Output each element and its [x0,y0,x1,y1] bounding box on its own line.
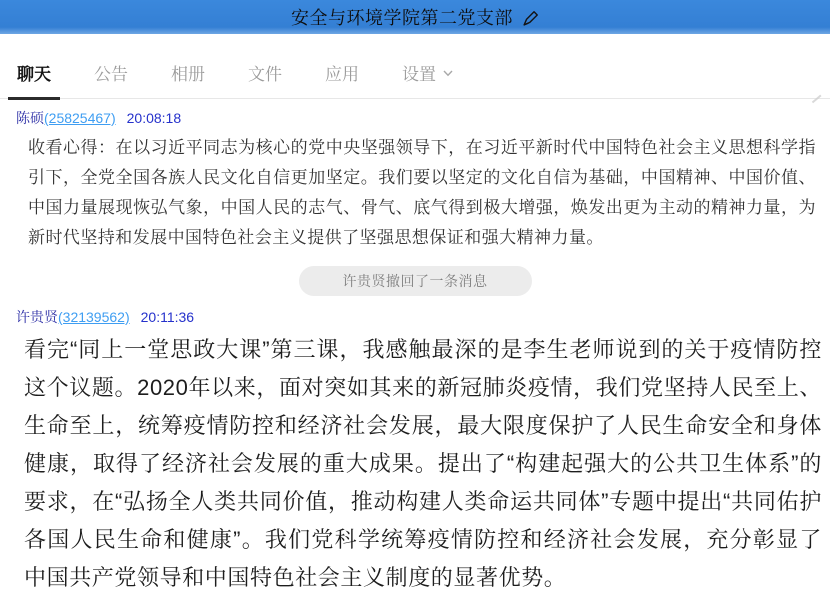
tab-apps-label: 应用 [325,65,359,84]
tab-announcements[interactable] [94,60,128,98]
chat-message [0,101,830,253]
recalled-message-notice: 许贵贤撤回了一条消息 [299,266,532,296]
tab-apps[interactable] [325,60,359,98]
tab-files[interactable] [248,60,282,98]
message-header [0,300,830,327]
message-text: 看完“同上一堂思政大课”第三课，我感触最深的是李生老师说到的关于疫情防控这个议题。2020年以来，面对突如其来的新冠肺炎疫情，我们党坚持人民至上、生命至上，统筹疫情防控和经济社会发展，最大限度保护了人民生命安全和身体健康，取得了经济社会发展的重大成果。提出了“构建起强大的公共卫生体系”的要求，在“弘扬全人类共同价值，推动构建人类命运共同体”专题中提出“共同佑护各国人民生命和健康”。我们党科学统筹疫情防控和经济社会发展，充分彰显了中国共产党领导和中国特色社会主义制度的显著优势。 [24,337,822,590]
group-tab-bar [0,60,830,99]
sender-uid-link[interactable]: (32139562) [58,309,130,325]
tab-settings-label: 设置 [402,65,436,84]
message-header [0,101,830,128]
edit-group-name-icon[interactable] [522,10,539,27]
tab-chat[interactable] [17,60,51,98]
tab-files-label: 文件 [248,65,282,84]
group-title-bar [0,0,830,34]
message-text: 收看心得：在以习近平同志为核心的党中央坚强领导下，在习近平新时代中国特色社会主义思想科学指引下，全党全国各族人民文化自信更加坚定。我们要以坚定的文化自信为基础，中国精神、中国价值、中国力量展现恢弘气象，中国人民的志气、骨气、底气得到极大增强，焕发出更为主动的精神力量，为新时代坚持和发展中国特色社会主义提供了坚强思想保证和强大精神力量。 [28,138,816,247]
group-title: 安全与环境学院第二党支部 [291,8,513,28]
chat-message-list [0,99,830,597]
tab-album-label: 相册 [171,65,205,84]
tab-chat-label: 聊天 [17,65,51,84]
tab-settings[interactable] [402,60,453,98]
chat-message [0,300,830,597]
sender-name[interactable]: 陈硕 [16,110,44,126]
system-message [0,266,830,296]
tab-announcements-label: 公告 [94,65,128,84]
message-timestamp: 20:11:36 [140,309,195,325]
sender-name[interactable]: 许贵贤 [16,309,58,325]
chevron-down-icon [443,63,453,73]
message-timestamp: 20:08:18 [126,110,182,126]
tab-album[interactable] [171,60,205,98]
sender-uid-link[interactable]: (25825467) [44,110,116,126]
